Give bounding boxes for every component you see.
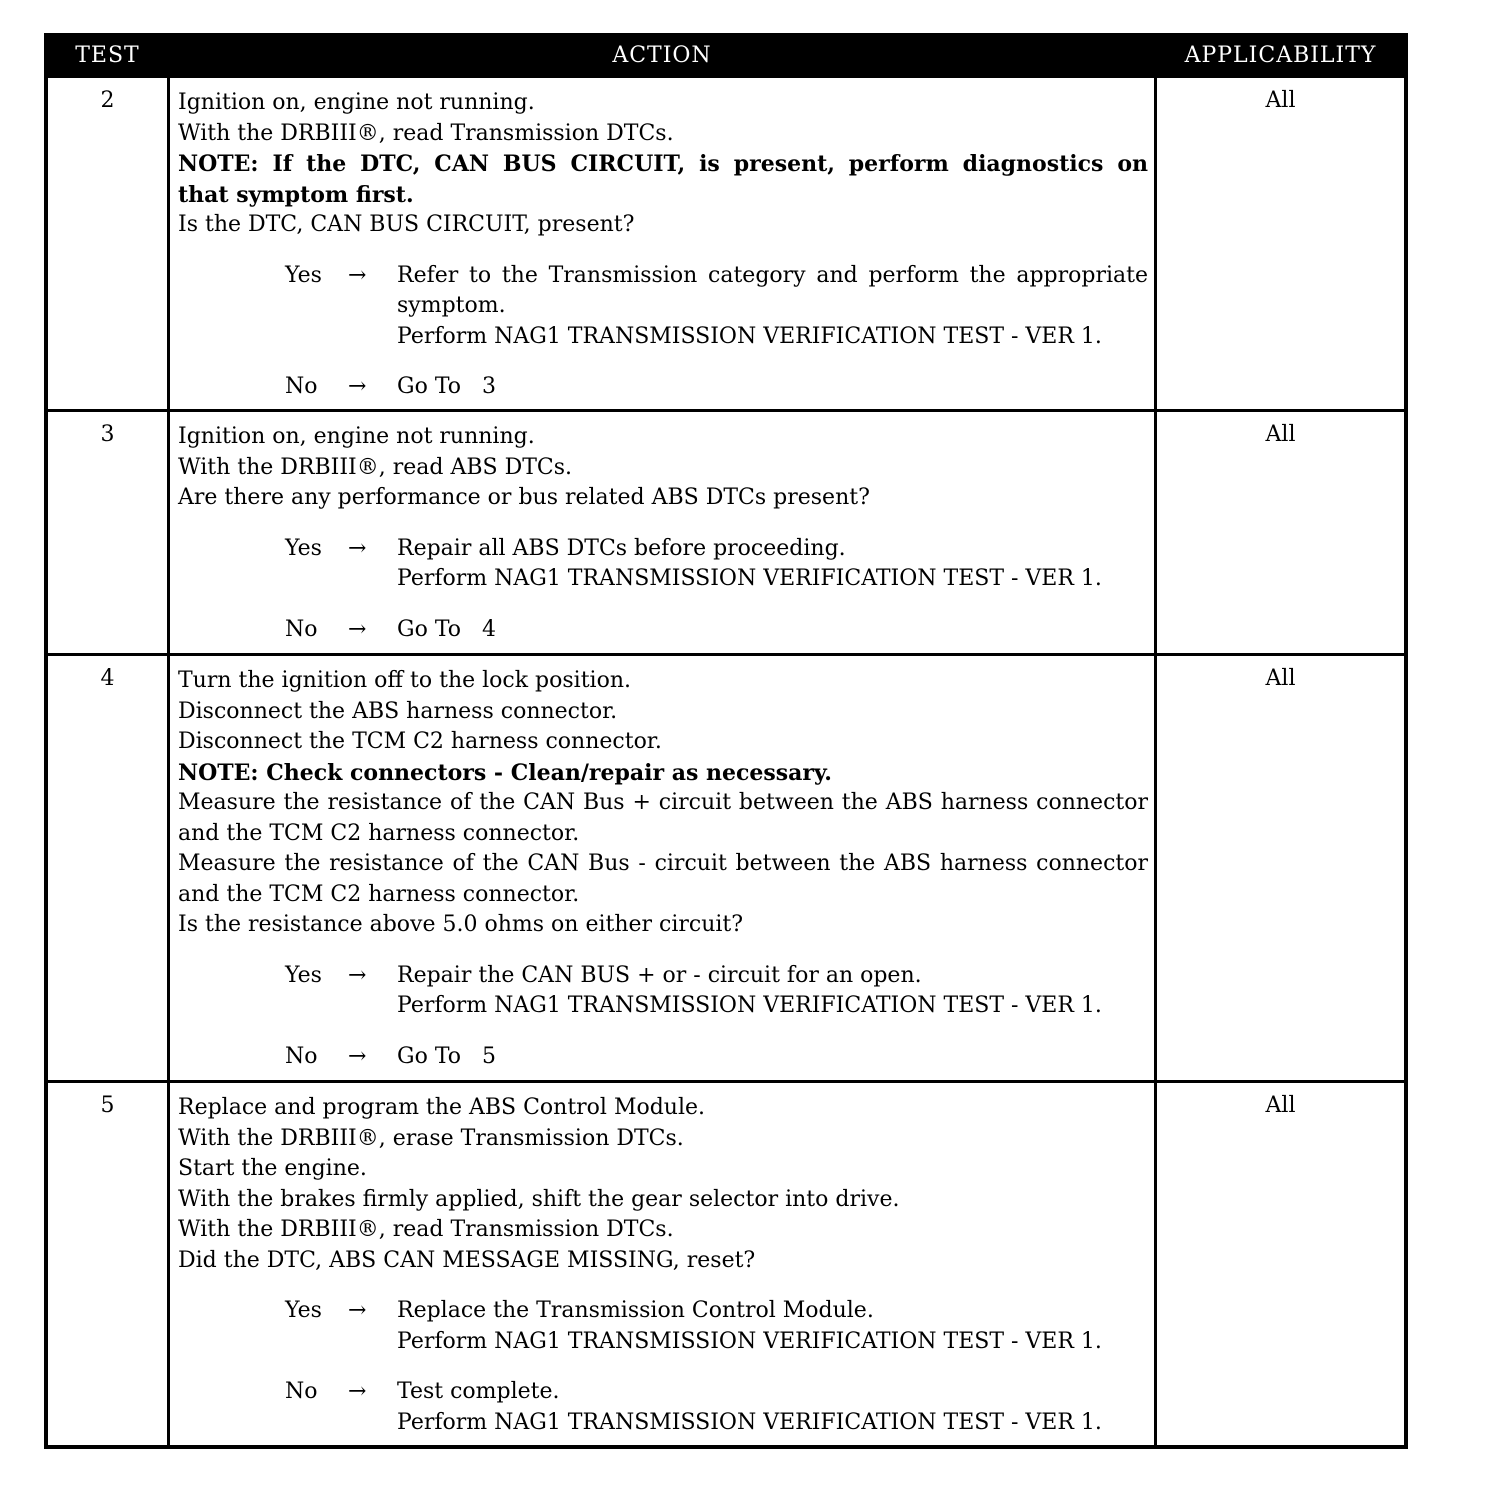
no-label: No xyxy=(285,374,318,399)
no-label: No xyxy=(285,1379,318,1404)
test-number: 3 xyxy=(100,422,115,447)
no-response xyxy=(178,1377,1148,1438)
table-row xyxy=(48,75,1404,412)
action-line: and the TCM C2 harness connector. xyxy=(178,881,580,907)
response-line: Go To 5 xyxy=(397,1043,496,1069)
arrow-icon: → xyxy=(348,962,367,988)
note-line: that symptom first. xyxy=(178,181,414,208)
yes-response xyxy=(178,534,1148,595)
response-line: Refer to the Transmission category and perform the appropriate xyxy=(397,262,1148,288)
action-question: Did the DTC, ABS CAN MESSAGE MISSING, reset? xyxy=(178,1247,756,1273)
applicability-value: All xyxy=(1265,88,1296,113)
action-question: Is the resistance above 5.0 ohms on either circuit? xyxy=(178,912,744,937)
action-cell xyxy=(178,1093,1148,1438)
arrow-icon: → xyxy=(348,535,367,561)
table-row xyxy=(48,653,1404,1083)
no-label: No xyxy=(285,616,318,642)
response-line: Repair all ABS DTCs before proceeding. xyxy=(397,535,846,561)
response-line: Go To 4 xyxy=(397,616,496,642)
action-line: and the TCM C2 harness connector. xyxy=(178,820,580,846)
yes-label: Yes xyxy=(285,535,322,561)
action-line: With the DRBIII®, erase Transmission DTCs. xyxy=(178,1125,684,1151)
action-cell xyxy=(178,666,1148,1072)
action-line: Ignition on, engine not running. xyxy=(178,424,535,449)
yes-label: Yes xyxy=(285,962,322,988)
response-line: Repair the CAN BUS + or - circuit for an open. xyxy=(397,962,922,988)
response-line: Perform NAG1 TRANSMISSION VERIFICATION TEST - VER 1. xyxy=(397,1328,1102,1354)
action-cell xyxy=(178,422,1148,645)
table-row xyxy=(48,409,1404,656)
arrow-icon: → xyxy=(348,1379,367,1404)
response-line: Perform NAG1 TRANSMISSION VERIFICATION TEST - VER 1. xyxy=(397,1409,1102,1435)
test-number: 5 xyxy=(100,1093,115,1118)
table-row xyxy=(48,1080,1404,1445)
applicability-value: All xyxy=(1265,666,1296,691)
test-number: 4 xyxy=(100,666,115,691)
arrow-icon: → xyxy=(348,374,367,399)
response-line: Perform NAG1 TRANSMISSION VERIFICATION TEST - VER 1. xyxy=(397,323,1102,349)
action-line: Turn the ignition off to the lock position. xyxy=(178,668,631,693)
note-line: NOTE: If the DTC, CAN BUS CIRCUIT, is present, perform diagnostics on xyxy=(178,151,1148,177)
response-line: Replace the Transmission Control Module. xyxy=(397,1298,874,1323)
no-response xyxy=(178,372,1148,403)
arrow-icon: → xyxy=(348,1298,367,1323)
action-cell xyxy=(178,88,1148,403)
action-line: Measure the resistance of the CAN Bus + circuit between the ABS harness connector xyxy=(178,790,1148,815)
yes-response xyxy=(178,961,1148,1022)
no-response xyxy=(178,1042,1148,1073)
action-line: With the DRBIII®, read Transmission DTCs. xyxy=(178,120,674,146)
action-line: With the DRBIII®, read Transmission DTCs. xyxy=(178,1217,674,1242)
yes-response xyxy=(178,1296,1148,1357)
yes-label: Yes xyxy=(285,262,322,288)
action-line: With the brakes firmly applied, shift the gear selector into drive. xyxy=(178,1186,900,1212)
response-line: Test complete. xyxy=(397,1379,560,1404)
arrow-icon: → xyxy=(348,262,367,288)
response-line: Perform NAG1 TRANSMISSION VERIFICATION TEST - VER 1. xyxy=(397,993,1102,1018)
response-line: Perform NAG1 TRANSMISSION VERIFICATION TEST - VER 1. xyxy=(397,566,1102,591)
no-response xyxy=(178,615,1148,646)
yes-label: Yes xyxy=(285,1298,322,1323)
header-action: ACTION xyxy=(612,43,712,68)
no-label: No xyxy=(285,1043,318,1069)
response-line: Go To 3 xyxy=(397,374,496,399)
table-header xyxy=(48,37,1404,75)
action-line: Measure the resistance of the CAN Bus - circuit between the ABS harness connector xyxy=(178,851,1148,876)
action-question: Are there any performance or bus related ABS DTCs present? xyxy=(178,485,870,510)
yes-response xyxy=(178,261,1148,353)
applicability-value: All xyxy=(1265,1093,1296,1118)
note-line: NOTE: Check connectors - Clean/repair as necessary. xyxy=(178,759,832,786)
test-number: 2 xyxy=(100,88,115,113)
action-line: Disconnect the ABS harness connector. xyxy=(178,698,618,724)
action-line: Replace and program the ABS Control Module. xyxy=(178,1095,706,1120)
diagnostic-test-table xyxy=(44,33,1408,1449)
arrow-icon: → xyxy=(348,616,367,642)
header-applicability: APPLICABILITY xyxy=(1184,43,1377,68)
arrow-icon: → xyxy=(348,1043,367,1069)
action-line: Ignition on, engine not running. xyxy=(178,90,535,115)
header-test: TEST xyxy=(75,43,140,68)
response-line: symptom. xyxy=(397,293,506,318)
action-question: Is the DTC, CAN BUS CIRCUIT, present? xyxy=(178,212,635,237)
action-line: Disconnect the TCM C2 harness connector. xyxy=(178,729,662,754)
applicability-value: All xyxy=(1265,422,1296,447)
action-line: With the DRBIII®, read ABS DTCs. xyxy=(178,454,572,480)
action-line: Start the engine. xyxy=(178,1156,367,1181)
